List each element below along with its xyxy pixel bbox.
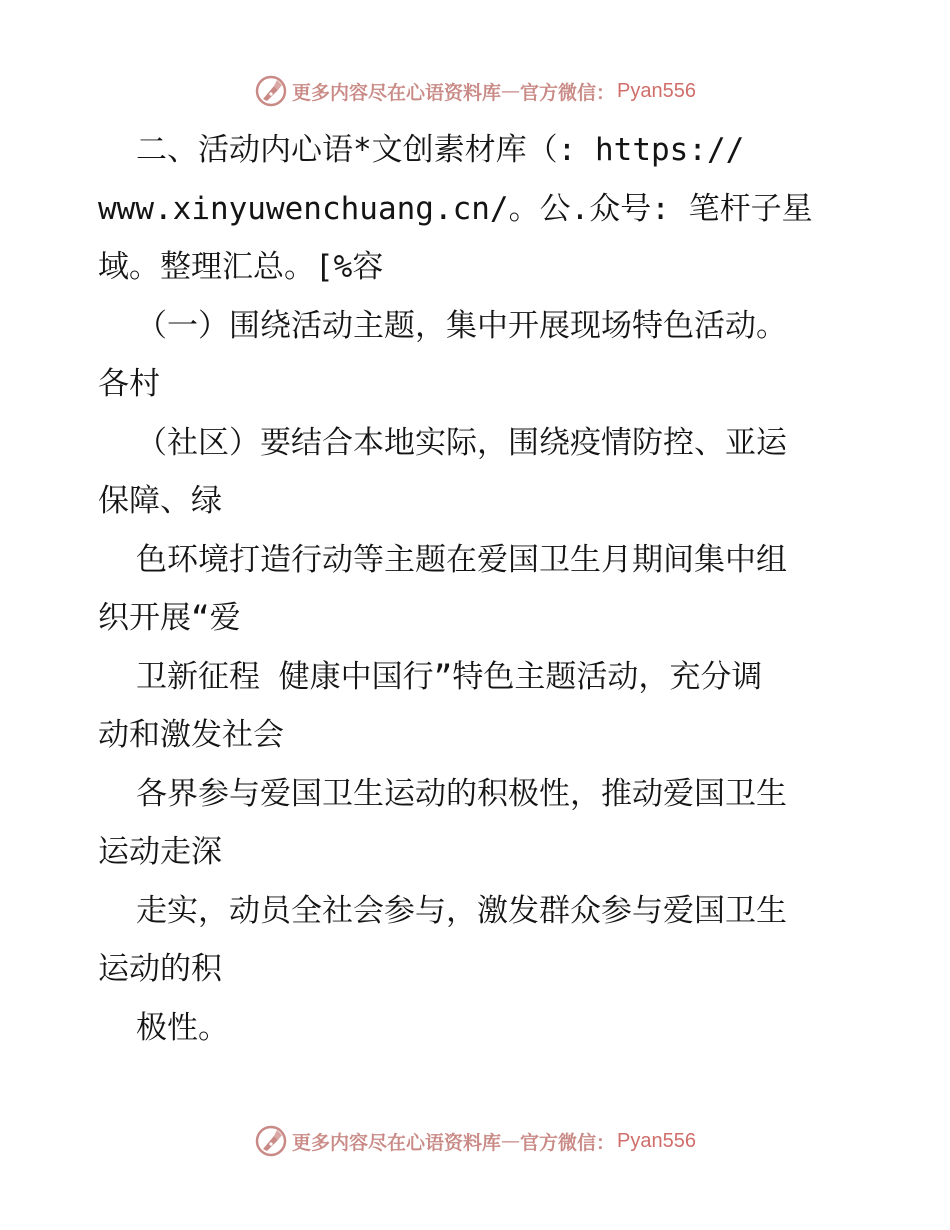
banner-wechat-label: 官方微信： xyxy=(520,81,616,104)
header-banner xyxy=(0,71,950,111)
document-body xyxy=(98,121,858,1057)
body-line: （社区）要结合本地实际，围绕疫情防控、亚运 xyxy=(136,424,787,461)
body-line: 色环境打造行动等主题在爱国卫生月期间集中组 xyxy=(136,541,787,578)
body-line: 运动的积 xyxy=(98,951,222,987)
body-line: 走实，动员全社会参与，激发群众参与爱国卫生 xyxy=(136,892,787,929)
body-line: 保障、绿 xyxy=(98,483,222,519)
body-line: 各界参与爱国卫生运动的积极性，推动爱国卫生 xyxy=(136,775,787,812)
footer-banner xyxy=(0,1121,950,1161)
banner-dash: — xyxy=(501,1130,521,1152)
banner-wechat-id: Pyan556 xyxy=(617,79,696,102)
body-line: www.xinyuwenchuang.cn/。公.众号: 笔杆子星 xyxy=(98,190,813,227)
body-line: 织开展“爱 xyxy=(98,600,241,636)
pen-nib-logo-icon xyxy=(254,74,288,108)
body-line: 极性。 xyxy=(136,1009,229,1046)
banner-main-text: 更多内容尽在心语资料库 xyxy=(292,1131,502,1154)
body-line: （一）围绕活动主题，集中开展现场特色活动。 xyxy=(136,307,787,344)
body-line: 各村 xyxy=(98,366,160,402)
body-line: 动和激发社会 xyxy=(98,717,284,753)
banner-wechat-id: Pyan556 xyxy=(617,1129,696,1152)
body-line: 运动走深 xyxy=(98,834,222,870)
body-line: 域。整理汇总。[%容 xyxy=(98,249,384,285)
body-line: 二、活动内心语*文创素材库（: https:// xyxy=(136,132,745,168)
banner-wechat-label: 官方微信： xyxy=(520,1131,616,1154)
banner-main-text: 更多内容尽在心语资料库 xyxy=(292,81,502,104)
body-line: 卫新征程 健康中国行”特色主题活动，充分调 xyxy=(136,658,763,695)
banner-dash: — xyxy=(501,80,521,102)
pen-nib-logo-icon xyxy=(254,1124,288,1158)
